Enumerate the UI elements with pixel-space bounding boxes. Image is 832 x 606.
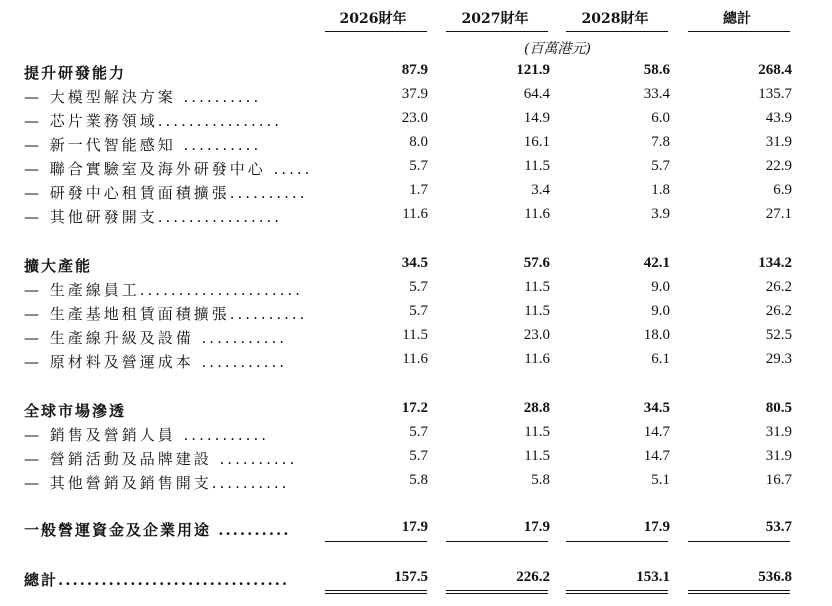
value-2027: 11.5 [524, 303, 550, 319]
value-2026: 8.0 [409, 134, 428, 150]
value-2026: 5.7 [409, 303, 428, 319]
subtotal-rule-2 [446, 541, 548, 542]
value-total: 6.9 [773, 182, 792, 198]
value-2026: 87.9 [401, 62, 428, 78]
row-label: — 芯片業務領域................ [24, 112, 283, 130]
section-title-row [0, 255, 832, 277]
section-title-row [0, 62, 832, 84]
table-row [0, 158, 832, 180]
value-2028: 34.5 [643, 400, 670, 416]
value-2027: 16.1 [523, 134, 550, 150]
value-total: 31.9 [765, 134, 792, 150]
row-label: — 生產基地租賃面積擴張.......... [24, 305, 308, 323]
table-row [0, 86, 832, 108]
section-title: 全球市場滲透 [24, 402, 127, 420]
value-2028: 7.8 [651, 134, 670, 150]
table-row [0, 327, 832, 349]
value-2027: 17.9 [523, 519, 550, 535]
value-2026: 23.0 [401, 110, 428, 126]
row-label: — 研發中心租賃面積擴張.......... [24, 184, 308, 202]
value-2026: 5.7 [409, 424, 428, 440]
value-2027: 28.8 [523, 400, 550, 416]
section-title-row [0, 519, 832, 541]
header-rule-3 [566, 31, 668, 32]
value-2027: 5.8 [531, 472, 550, 488]
col-header-2028: 2028財年 [581, 11, 649, 27]
row-label: — 生產線員工..................... [24, 281, 303, 299]
section-title: 一般營運資金及企業用途 .......... [24, 521, 291, 539]
value-2026: 17.2 [401, 400, 428, 416]
value-total: 31.9 [765, 424, 792, 440]
value-total: 16.7 [765, 472, 792, 488]
col-header-2027: 2027財年 [461, 11, 529, 27]
value-2028: 3.9 [651, 206, 670, 222]
row-label: — 大模型解決方案 .......... [24, 88, 262, 106]
value-2026: 5.8 [409, 472, 428, 488]
value-2026: 11.6 [402, 206, 428, 222]
total-row [0, 569, 832, 591]
value-2027: 11.5 [524, 279, 550, 295]
row-label: — 聯合實驗室及海外研發中心 ..... [24, 160, 313, 178]
value-2027: 11.6 [524, 351, 550, 367]
value-2028: 6.0 [651, 110, 670, 126]
value-2028: 14.7 [643, 448, 670, 464]
value-2028: 5.7 [651, 158, 670, 174]
value-2027: 14.9 [523, 110, 550, 126]
value-2026: 11.5 [402, 327, 428, 343]
total-2027: 226.2 [516, 569, 550, 585]
value-total: 268.4 [758, 62, 792, 78]
subtotal-rule-4 [688, 541, 790, 542]
table-row [0, 206, 832, 228]
value-total: 134.2 [758, 255, 792, 271]
section-title: 擴大產能 [24, 257, 93, 275]
value-total: 29.3 [765, 351, 792, 367]
value-total: 135.7 [758, 86, 792, 102]
value-2028: 9.0 [651, 279, 670, 295]
total-double-rule-4 [688, 590, 790, 594]
value-2028: 58.6 [643, 62, 670, 78]
header-rule-4 [688, 31, 790, 32]
total-double-rule-3 [566, 590, 668, 594]
value-2028: 33.4 [643, 86, 670, 102]
value-2027: 64.4 [523, 86, 550, 102]
row-label: — 其他營銷及銷售開支.......... [24, 474, 290, 492]
table-row [0, 110, 832, 132]
value-2028: 14.7 [643, 424, 670, 440]
value-2027: 11.6 [524, 206, 550, 222]
unit-caption: (百萬港元) [524, 41, 591, 57]
section-title: 提升研發能力 [24, 64, 127, 82]
row-label: — 營銷活動及品牌建設 .......... [24, 450, 298, 468]
value-total: 31.9 [765, 448, 792, 464]
col-header-total: 總計 [723, 11, 751, 27]
header-rule-2 [446, 31, 548, 32]
value-total: 43.9 [765, 110, 792, 126]
value-total: 52.5 [765, 327, 792, 343]
row-label: — 其他研發開支................ [24, 208, 283, 226]
subtotal-rule-1 [325, 541, 427, 542]
row-label: — 原材料及營運成本 ........... [24, 353, 287, 371]
table-row [0, 424, 832, 446]
value-2028: 9.0 [651, 303, 670, 319]
value-2028: 1.8 [651, 182, 670, 198]
table-row [0, 279, 832, 301]
section-title-row [0, 400, 832, 422]
header-rule-1 [325, 31, 427, 32]
value-2026: 5.7 [409, 158, 428, 174]
table-row [0, 351, 832, 373]
value-2027: 57.6 [523, 255, 550, 271]
value-2027: 11.5 [524, 448, 550, 464]
row-label: — 銷售及營銷人員 ........... [24, 426, 269, 444]
value-2028: 6.1 [651, 351, 670, 367]
value-2026: 5.7 [409, 448, 428, 464]
total-2028: 153.1 [636, 569, 670, 585]
table-row [0, 182, 832, 204]
value-2027: 3.4 [531, 182, 550, 198]
value-2027: 23.0 [523, 327, 550, 343]
table-row [0, 472, 832, 494]
value-total: 26.2 [765, 279, 792, 295]
subtotal-rule-3 [566, 541, 668, 542]
value-2027: 11.5 [524, 424, 550, 440]
value-2026: 17.9 [401, 519, 428, 535]
value-2026: 34.5 [401, 255, 428, 271]
value-2026: 11.6 [402, 351, 428, 367]
total-label: 總計................................ [24, 571, 290, 589]
value-total: 27.1 [765, 206, 792, 222]
table-row [0, 303, 832, 325]
total-double-rule-2 [446, 590, 548, 594]
value-2028: 42.1 [643, 255, 670, 271]
table-row [0, 134, 832, 156]
row-label: — 生產線升級及設備 ........... [24, 329, 287, 347]
row-label: — 新一代智能感知 .......... [24, 136, 262, 154]
value-2026: 1.7 [409, 182, 428, 198]
value-total: 80.5 [765, 400, 792, 416]
value-2028: 5.1 [651, 472, 670, 488]
value-2027: 121.9 [516, 62, 550, 78]
value-total: 26.2 [765, 303, 792, 319]
total-2026: 157.5 [394, 569, 428, 585]
col-header-2026: 2026財年 [339, 11, 407, 27]
value-2026: 5.7 [409, 279, 428, 295]
total-double-rule-1 [325, 590, 427, 594]
table-row [0, 448, 832, 470]
value-2028: 17.9 [643, 519, 670, 535]
total-total: 536.8 [758, 569, 792, 585]
value-2026: 37.9 [401, 86, 428, 102]
value-total: 22.9 [765, 158, 792, 174]
value-total: 53.7 [765, 519, 792, 535]
value-2028: 18.0 [643, 327, 670, 343]
value-2027: 11.5 [524, 158, 550, 174]
